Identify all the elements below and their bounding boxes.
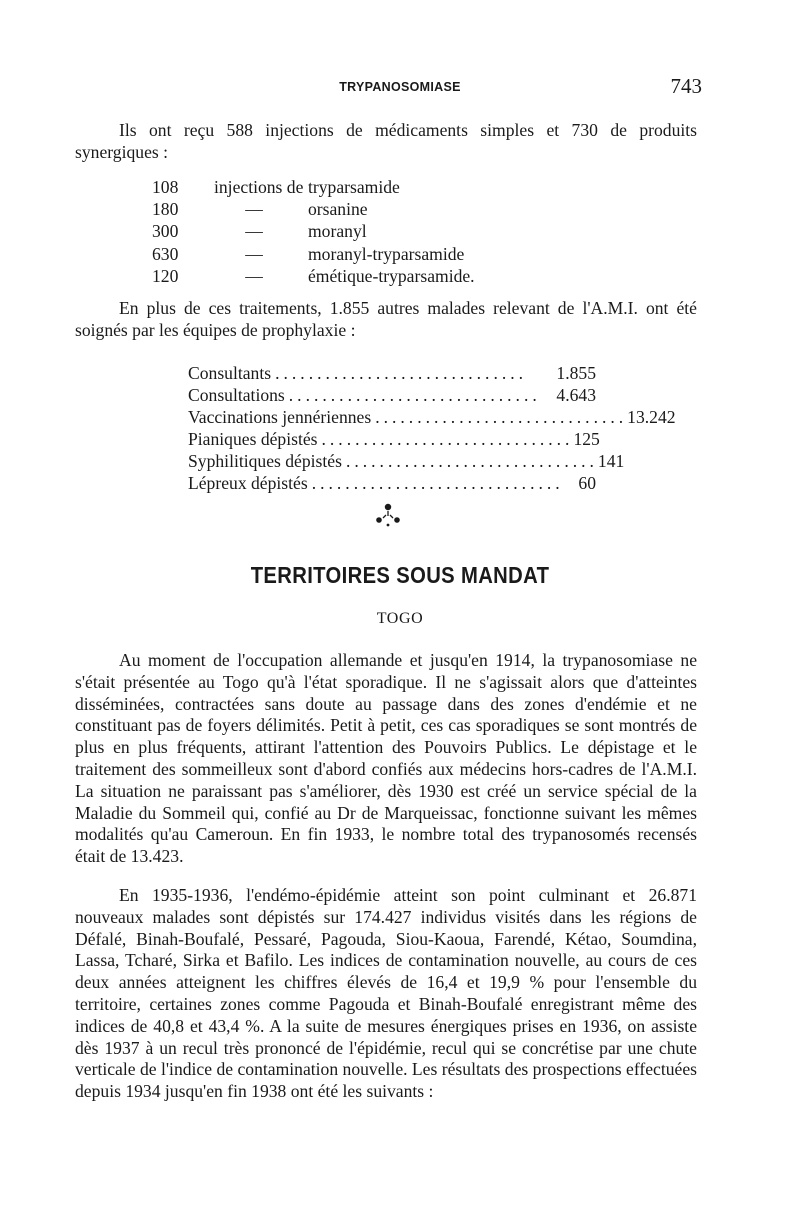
page-number: 743 (670, 74, 702, 98)
leader-dots: .............................. (275, 363, 528, 383)
intro-paragraph: Ils ont reçu 588 injections de médicaments simples et 730 de produits synergiques : (75, 120, 697, 162)
leader-dots: .............................. (375, 407, 628, 427)
drug-count: 300 (152, 221, 179, 242)
drug-name: moranyl-tryparsamide (308, 243, 465, 264)
drug-row (152, 198, 475, 220)
stats-table (188, 362, 676, 494)
drug-prefix: injections de (214, 177, 304, 197)
drug-row (152, 265, 475, 287)
drug-count: 180 (152, 199, 179, 220)
drug-name: moranyl (308, 221, 367, 242)
drug-count: 120 (152, 265, 179, 286)
ditto-dash: — (245, 265, 263, 286)
subsection-title: TOGO (376, 610, 424, 627)
drug-name: orsanine (308, 199, 368, 220)
drug-count: 630 (152, 243, 179, 264)
stat-label: Lépreux dépistés (188, 473, 308, 493)
drug-row (152, 176, 475, 198)
drug-row (152, 243, 475, 265)
stats-row (188, 362, 596, 384)
running-title: TRYPANOSOMIASE (339, 80, 461, 94)
drug-list (152, 176, 475, 287)
stat-label: Syphilitiques dépistés (188, 451, 342, 471)
stat-label: Pianiques dépistés (188, 429, 318, 449)
leader-dots: .............................. (288, 385, 541, 405)
stat-value: 141 (597, 451, 625, 471)
other-patients-paragraph: En plus de ces traitements, 1.855 autres malades relevant de l'A.M.I. ont été soignés par les équipes de prophylaxie : (75, 298, 697, 340)
stat-value: 1.855 (556, 363, 596, 383)
stat-label: Vaccinations jennériennes (188, 407, 372, 427)
body-paragraph-2: En 1935-1936, l'endémo-épidémie atteint son point culminant et 26.871 nouveaux malades sont dépistés sur 174.427 individus visités dans les régions de Défalé, Binah-Boufalé, Pessaré, Pagouda, Siou-Kaoua, Farendé, Kétao, Soumdina, Lassa, Tcharé, Sirka et Bafilo. Les indices de contamination nouvelle, au cours de ces deux années atteignent les chiffres élevés de 16,4 et 19,9 % pour l'ensemble du territoire, certaines zones comme Pagouda et Binah-Boufalé enregistrant même des indices de 40,8 et 43,4 %. A la suite de mesures énergiques prises en 1936, on assiste dès 1937 à un recul très prononcé de l'épidémie, recul qui se concrétise par une chute verticale de l'indice de contamination nouvelle. Les résultats des prospections effectuées depuis 1934 jusqu'en fin 1938 ont été les suivants : (75, 885, 697, 1102)
stat-value: 125 (573, 429, 600, 449)
ditto-dash: — (245, 243, 263, 264)
stat-value: 13.242 (627, 407, 676, 427)
drug-name: tryparsamide (308, 177, 400, 197)
drug-row (152, 220, 475, 242)
stat-value: 4.643 (556, 385, 596, 405)
leader-dots: .............................. (345, 451, 598, 471)
running-head (0, 74, 800, 98)
stats-row (188, 450, 625, 472)
ditto-dash: — (245, 221, 263, 242)
stat-label: Consultations (188, 385, 285, 405)
stat-value: 60 (578, 473, 596, 493)
stats-row (188, 384, 596, 406)
stats-row (188, 428, 600, 450)
leader-dots: .............................. (311, 473, 564, 493)
ditto-dash: — (245, 199, 263, 220)
leader-dots: .............................. (321, 429, 574, 449)
section-title: TERRITOIRES SOUS MANDAT (250, 562, 550, 588)
stats-row (188, 472, 596, 494)
body-paragraph-1: Au moment de l'occupation allemande et jusqu'en 1914, la trypanosomiase ne s'était présentée au Togo qu'à l'état sporadique. Il ne s'agissait alors que d'atteintes disséminées, contractées sans doute au passage dans des zones d'endémie et ne constituant pas de foyers délimités. Petit à petit, ces cas sporadiques se sont montrés de plus en plus fréquents, attirant l'attention des Pouvoirs Publics. Le dépistage et le traitement des sommeilleux sont d'abord confiés aux médecins hors-cadres de l'A.M.I. La situation ne paraissant pas s'améliorer, dès 1930 est créé un service spécial de la Maladie du Sommeil qui, confié au Dr de Marqueissac, fonctionne suivant les mêmes modalités qu'au Cameroun. En fin 1933, le nombre total des trypanosomés recensés était de 13.423. (75, 650, 697, 867)
stats-row (188, 406, 676, 428)
drug-name: émétique-tryparsamide. (308, 265, 475, 286)
stat-label: Consultants (188, 363, 272, 383)
section-ornament-icon (368, 498, 408, 534)
drug-count: 108 (152, 177, 179, 197)
